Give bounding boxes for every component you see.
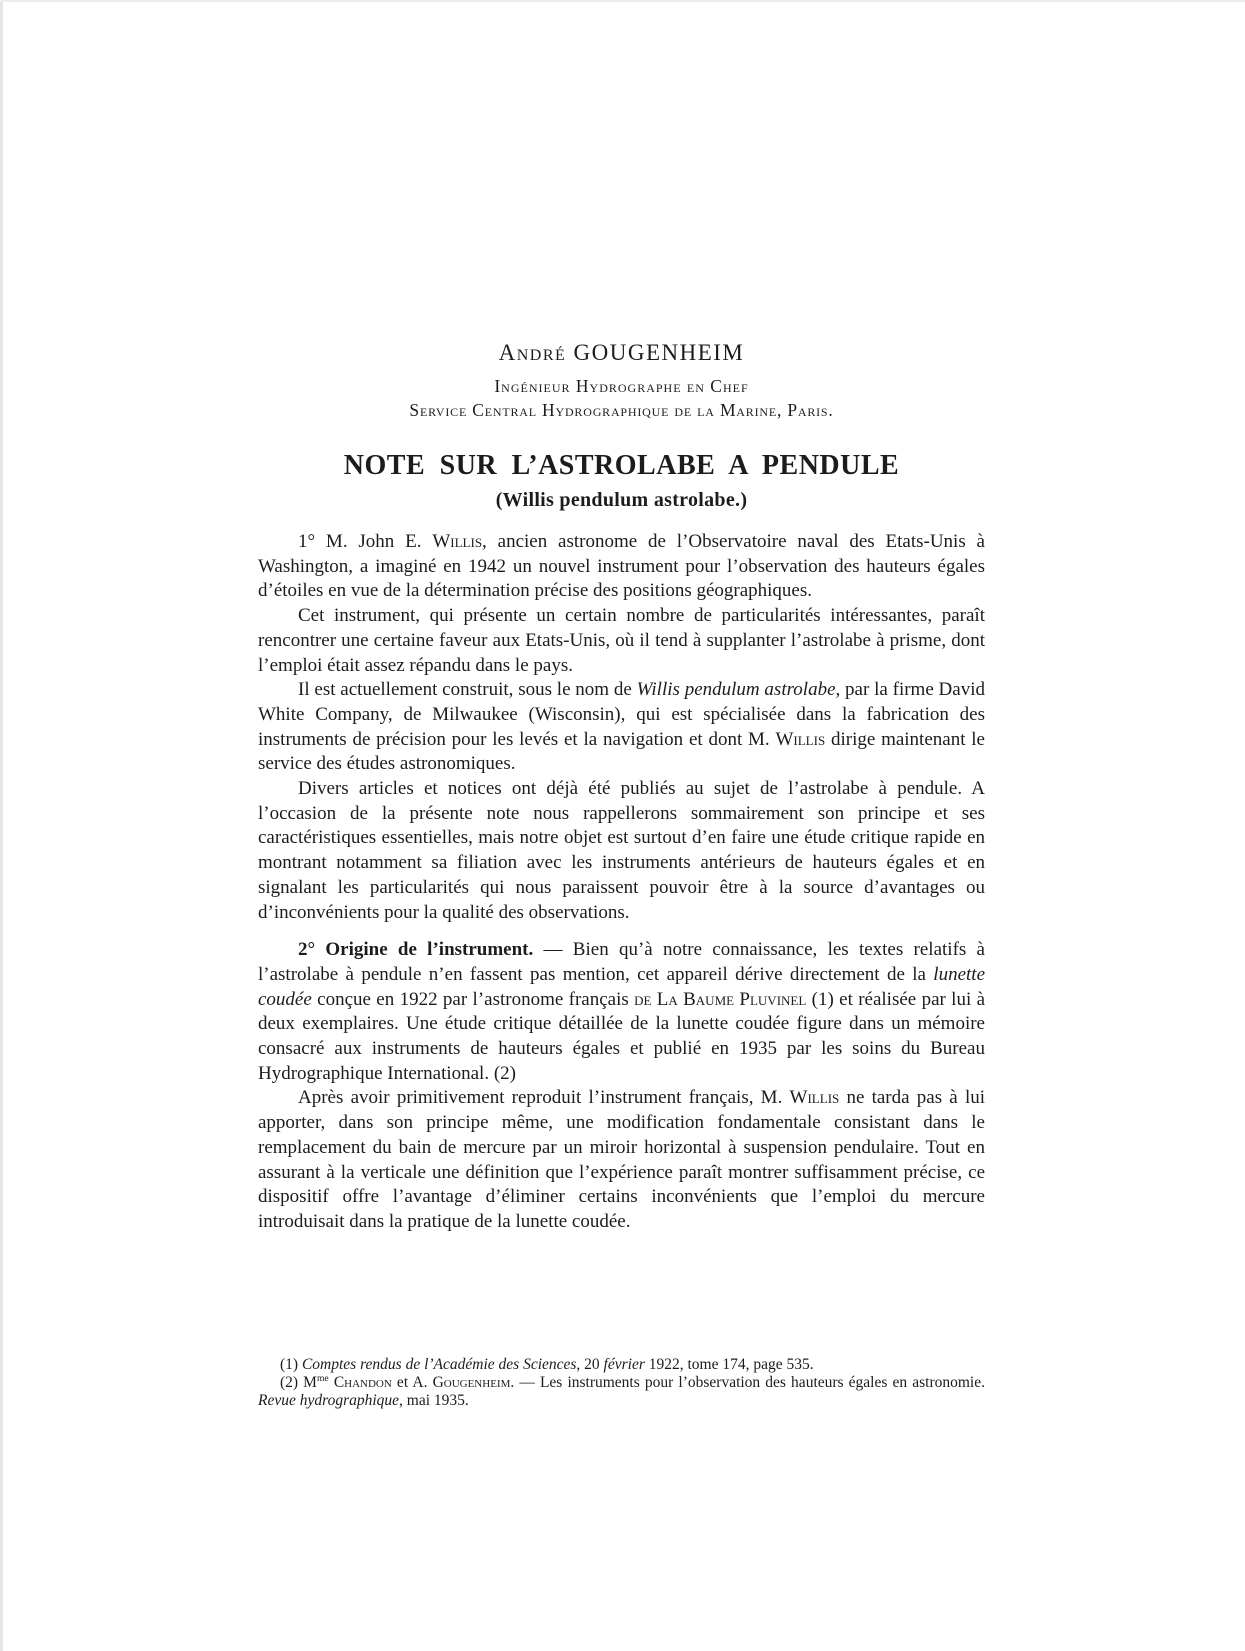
body-paragraph [258, 678, 985, 777]
text-segment: Après avoir primitivement reproduit l’instrument français, M. [298, 1087, 790, 1109]
text-segment: Comptes rendus de l’Académie des Sciences [301, 1356, 577, 1373]
text-segment: de La Baume Pluvinel [634, 988, 807, 1010]
text-segment: Revue hydrographique [258, 1392, 400, 1410]
text-segment: me [316, 1373, 329, 1385]
text-segment: , par la firme David White Company, de Milwaukee (Wisconsin), qui est spécialisée dans la fabrication des instruments de précision pour les levés et la navigation et dont M. [258, 679, 985, 750]
page-subtitle: (Willis pendulum astrolabe.) [495, 489, 748, 511]
text-segment: Willis [775, 728, 826, 750]
text-segment: , 20 [576, 1356, 604, 1373]
text-segment: Divers articles et notices ont déjà été publiés au sujet de l’astrolabe à pendule. A l’occasion de la présente note nous rappellerons sommairement son principe et ses caractéristiques essentielles, mais notre objet est surtout d’en faire une étude critique rapide en montrant notamment sa filiation avec les instruments antérieurs de hauteurs égales et en signalant les particularités qui nous paraissent pouvoir être à la source d’avantages ou d’inconvénients pour la qualité des observations. [258, 778, 985, 923]
body-paragraph [258, 777, 985, 925]
text-segment: Il est actuellement construit, sous le nom de [298, 679, 637, 701]
text-segment: Gougenheim [432, 1374, 511, 1392]
text-segment: et A. [391, 1374, 433, 1392]
text-segment: (1) et réalisée par lui à deux exemplaires. Une étude critique détaillée de la lunette coudée figure dans un mémoire consacré aux instruments de hauteurs égales et publié en 1935 par les soins du Bureau Hydrographique International. (2) [258, 988, 986, 1084]
author-block [258, 340, 985, 421]
text-segment: (1) [280, 1356, 302, 1373]
page-title: NOTE SUR L’ASTROLABE A PENDULE [343, 450, 900, 481]
text-segment: conçue en 1922 par l’astronome français [311, 988, 635, 1010]
footnote [258, 1374, 985, 1410]
text-segment: Willis pendulum astrolabe [636, 679, 836, 701]
text-segment: Willis [789, 1087, 840, 1109]
body-paragraph [258, 1086, 985, 1234]
text-segment: . — Les instruments pour l’observation des hauteurs égales en astronomie. [510, 1374, 985, 1392]
text-segment: Chandon [333, 1374, 392, 1392]
text-segment: Willis [432, 531, 483, 552]
text-segment: , mai 1935. [399, 1392, 469, 1410]
text-segment: 1922, tome 174, page 535. [644, 1356, 814, 1373]
text-segment: — Bien qu’à notre connaissance, les textes relatifs à l’astrolabe à pendule n’en fassent pas mention, cet appareil dérive directement de la [258, 939, 985, 985]
article-body [258, 530, 985, 1235]
text-segment: (2) M [280, 1374, 317, 1392]
text-segment: 2° Origine de l’instrument. [298, 939, 534, 961]
text-segment: Cet instrument, qui présente un certain nombre de particularités intéressantes, paraît rencontrer une certaine faveur aux Etats-Unis, où il tend à supplanter l’astrolabe à prisme, dont l’emploi était assez répandu dans le pays. [258, 605, 985, 676]
author-role: Ingénieur Hydrographe en Chef [494, 376, 749, 396]
body-paragraph [258, 530, 985, 604]
text-segment: 1° M. John E. [298, 531, 433, 552]
footnotes-block [258, 1356, 985, 1411]
text-segment: ne tarda pas à lui apporter, dans son principe même, une modification fondamentale consistant dans le remplacement du bain de mercure par un miroir horizontal à suspension pendulaire. Tout en assurant à la verticale une définition que l’expérience paraît montrer suffisamment précise, ce dispositif offre l’avantage d’éliminer certains inconvénients que l’emploi du mercure introduisait dans la pratique de la lunette coudée. [258, 1087, 985, 1232]
author-affiliation: Service Central Hydrographique de la Marine, Paris. [409, 400, 834, 420]
footnote [258, 1356, 985, 1374]
body-paragraph [258, 938, 985, 1086]
text-segment: dirige maintenant le service des études astronomiques. [258, 728, 985, 775]
text-segment: , ancien astronome de l’Observatoire naval des Etats-Unis à Washington, a imaginé en 1942 un nouvel instrument pour l’observation des hauteurs égales d’étoiles en vue de la détermination précise des positions géographiques. [258, 531, 985, 602]
author-name: André GOUGENHEIM [498, 340, 745, 365]
text-segment: février [603, 1356, 645, 1373]
body-paragraph [258, 604, 985, 678]
text-segment: lunette coudée [258, 963, 985, 1010]
